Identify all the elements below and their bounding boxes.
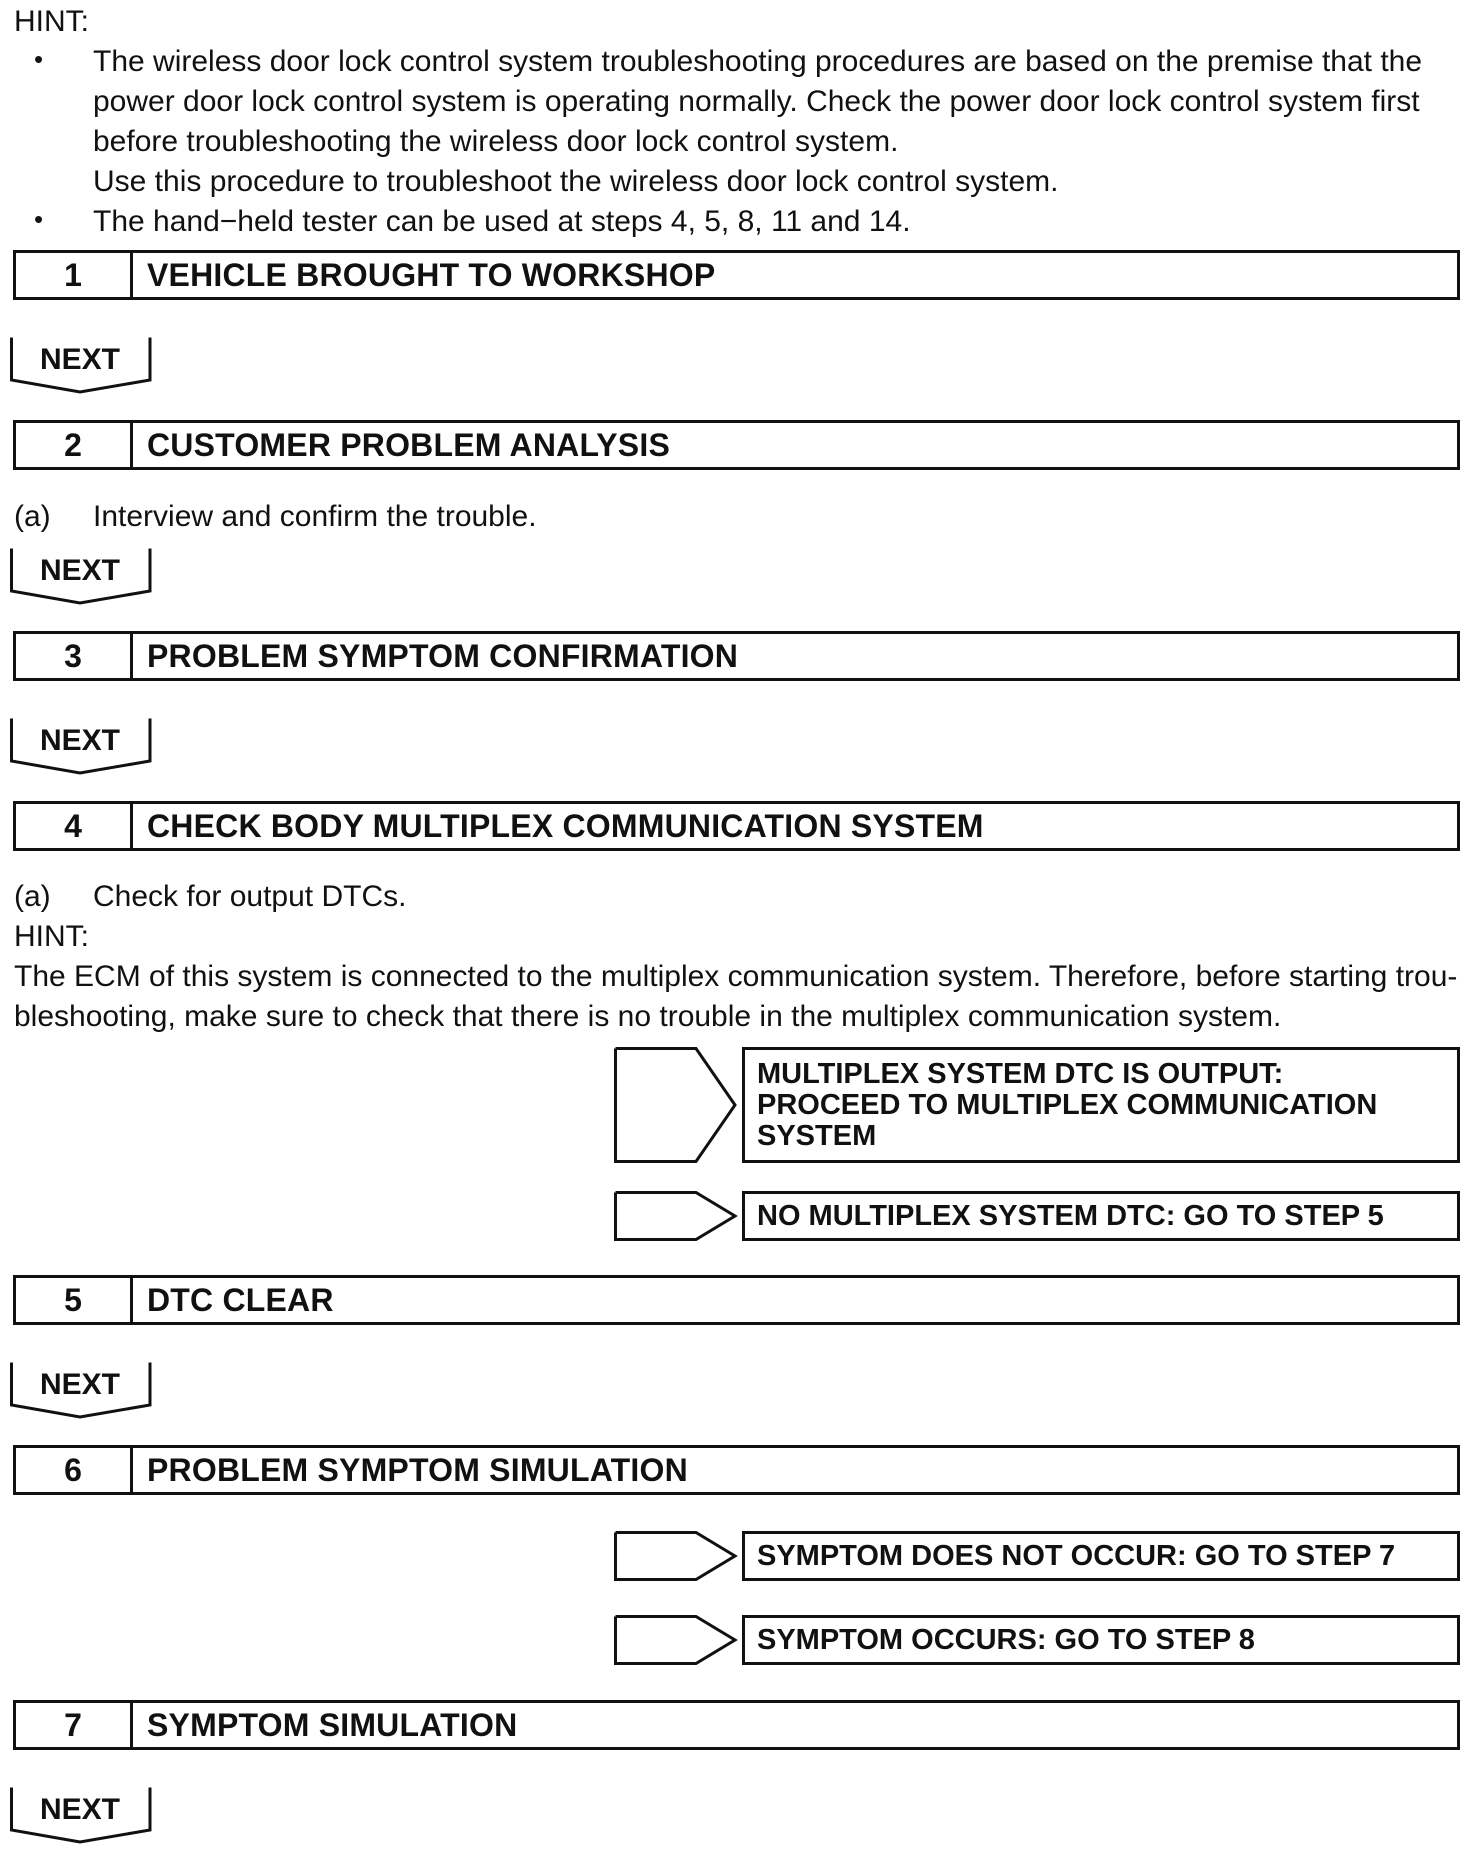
step-2-a-marker: (a): [14, 500, 51, 533]
bullet-2: •: [34, 204, 44, 234]
step-4-result-dtc-output: MULTIPLEX SYSTEM DTC IS OUTPUT: PROCEED TO MULTIPLEX COMMUNICATION SYSTEM: [742, 1047, 1460, 1163]
step-4-hint-label: HINT:: [14, 920, 89, 953]
step-number: 3: [16, 634, 133, 678]
bullet-1: •: [34, 44, 44, 74]
step-2-header: [13, 420, 1460, 470]
step-title: SYMPTOM SIMULATION: [147, 1706, 518, 1743]
step-4-header: [13, 801, 1460, 851]
next-label: NEXT: [39, 1793, 120, 1826]
step-6-header: [13, 1445, 1460, 1495]
next-label: NEXT: [39, 1368, 120, 1401]
step-6-result-occurs: SYMPTOM OCCURS: GO TO STEP 8: [742, 1615, 1460, 1665]
step-2-a-text: Interview and confirm the trouble.: [93, 500, 537, 533]
next-button-step-1[interactable]: [10, 336, 152, 394]
step-number: 6: [16, 1448, 133, 1492]
next-label: NEXT: [39, 343, 120, 376]
step-5-header: [13, 1275, 1460, 1325]
step-title: VEHICLE BROUGHT TO WORKSHOP: [147, 256, 716, 293]
step-number: 5: [16, 1278, 133, 1322]
next-button-step-3[interactable]: [10, 717, 152, 775]
hint-bullet-1-line-1: The wireless door lock control system troubleshooting procedures are based on the premise that the: [93, 45, 1423, 78]
step-7-header: [13, 1700, 1460, 1750]
step-4-a-marker: (a): [14, 880, 51, 913]
next-button-step-2[interactable]: [10, 547, 152, 605]
step-number: 1: [16, 253, 133, 297]
step-4-hint-line-1: The ECM of this system is connected to the multiplex communication system. Therefore, before starting trou-: [14, 960, 1458, 993]
next-button-step-5[interactable]: [10, 1361, 152, 1419]
step-title: CUSTOMER PROBLEM ANALYSIS: [147, 426, 670, 463]
step-title: PROBLEM SYMPTOM CONFIRMATION: [147, 637, 739, 674]
step-4-branch-arrow-2[interactable]: [614, 1191, 738, 1241]
hint-bullet-1-line-4: Use this procedure to troubleshoot the wireless door lock control system.: [93, 165, 1059, 198]
next-button-step-7[interactable]: [10, 1786, 152, 1844]
hint-bullet-1-line-3: before troubleshooting the wireless door lock control system.: [93, 125, 899, 158]
step-title: CHECK BODY MULTIPLEX COMMUNICATION SYSTEM: [147, 807, 984, 844]
branch-arrow-shape: [614, 1191, 738, 1241]
hint-bullet-1-line-2: power door lock control system is operating normally. Check the power door lock control system first: [93, 85, 1420, 118]
step-4-a-text: Check for output DTCs.: [93, 880, 407, 913]
step-6-branch-arrow-1[interactable]: [614, 1531, 738, 1581]
step-4-result-no-dtc: NO MULTIPLEX SYSTEM DTC: GO TO STEP 5: [742, 1191, 1460, 1241]
branch-arrow-shape: [614, 1047, 738, 1163]
step-3-header: [13, 631, 1460, 681]
step-number: 4: [16, 804, 133, 848]
hint-bullet-2: The hand−held tester can be used at steps 4, 5, 8, 11 and 14.: [93, 205, 911, 238]
step-4-hint-line-2: bleshooting, make sure to check that there is no trouble in the multiplex communication system.: [14, 1000, 1282, 1033]
branch-arrow-shape: [614, 1531, 738, 1581]
step-4-branch-arrow-1[interactable]: [614, 1047, 738, 1163]
step-title: PROBLEM SYMPTOM SIMULATION: [147, 1451, 688, 1488]
hint-label: HINT:: [14, 5, 89, 38]
step-number: 7: [16, 1703, 133, 1747]
step-6-branch-arrow-2[interactable]: [614, 1615, 738, 1665]
step-number: 2: [16, 423, 133, 467]
step-6-result-not-occur: SYMPTOM DOES NOT OCCUR: GO TO STEP 7: [742, 1531, 1460, 1581]
branch-arrow-shape: [614, 1615, 738, 1665]
step-title: DTC CLEAR: [147, 1281, 334, 1318]
next-label: NEXT: [39, 554, 120, 587]
step-1-header: [13, 250, 1460, 300]
next-label: NEXT: [39, 724, 120, 757]
